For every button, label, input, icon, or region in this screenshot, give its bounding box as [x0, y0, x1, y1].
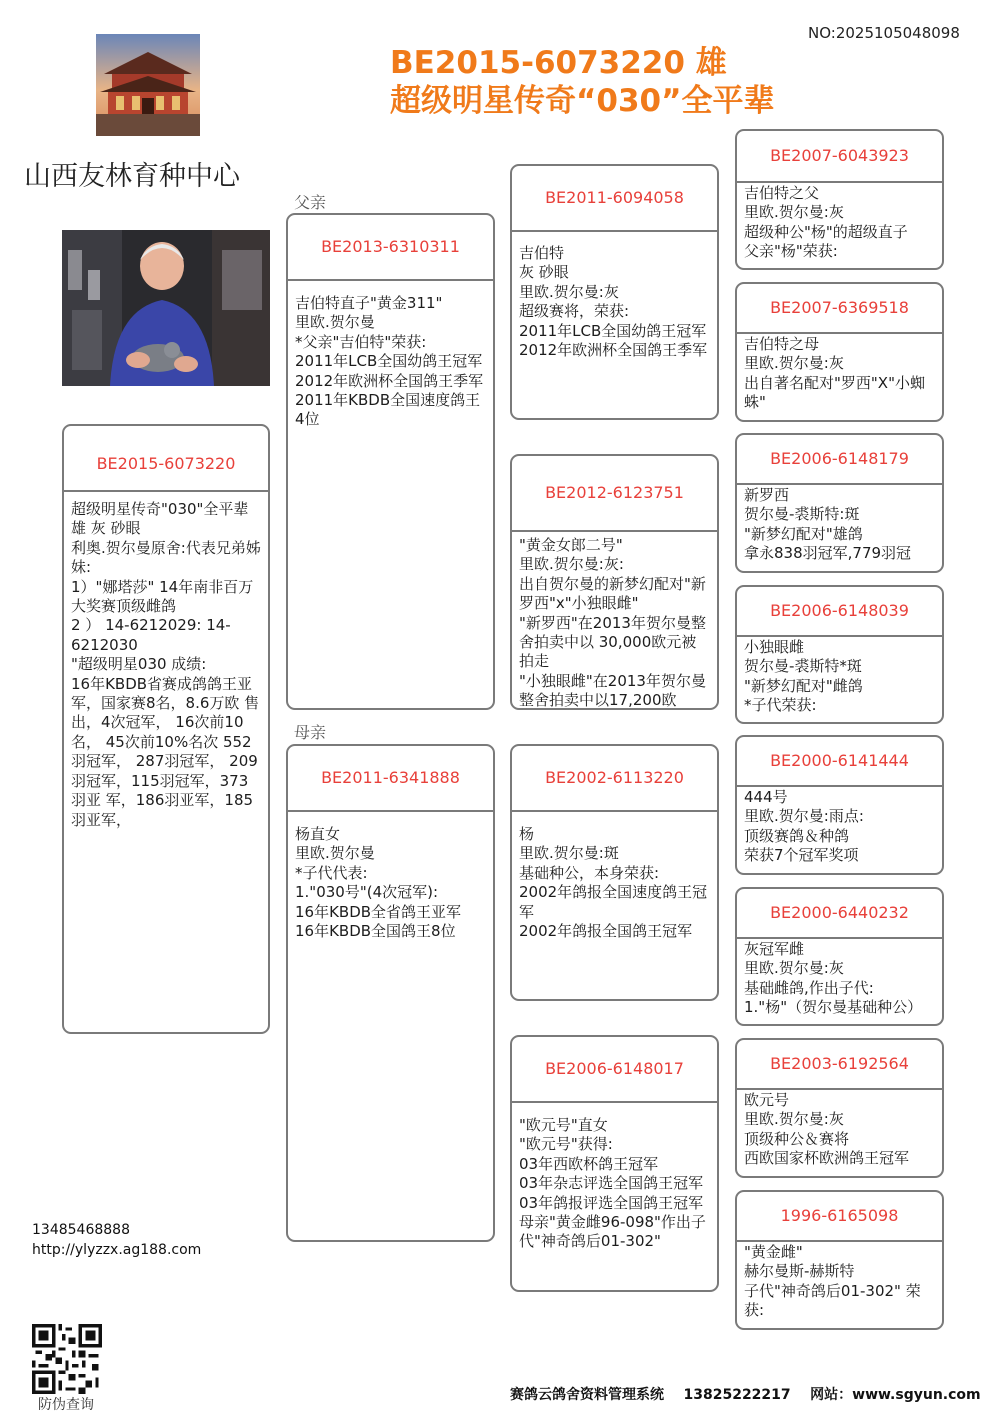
great-grandparent-ring-header: [737, 284, 942, 334]
grandparent-ring-header: [512, 456, 717, 532]
grandparent-box: [510, 454, 719, 710]
great-grandparent-details: 新罗西 贺尔曼-裘斯特:斑 "新梦幻配对"雄鸽 拿永838羽冠军,779羽冠: [744, 486, 912, 563]
subject-pigeon-box: [62, 424, 270, 1034]
great-grandparent-ring-number: BE2003-6192564: [770, 1054, 909, 1073]
grandparent-details: "黄金女郎二号" 里欧.贺尔曼:灰: 出自贺尔曼的新梦幻配对"新罗西"x"小独眼雌" "新罗西"在2013年贺尔曼整舍拍卖中以 30,000欧元被拍走 "小独眼雌"在2013年贺尔曼整舍拍卖中以17,200欧: [519, 536, 706, 710]
dam-details: 杨直女 里欧.贺尔曼 *子代代表: 1."030号"(4次冠军): 16年KBDB全省鸽王亚军 16年KBDB全国鸽王8位: [295, 825, 462, 941]
great-grandparent-box: [735, 129, 944, 270]
great-grandparent-ring-number: BE2000-6141444: [770, 751, 909, 770]
breeding-center-name: 山西友林育种中心: [24, 161, 240, 192]
sire-ring-number: BE2013-6310311: [321, 237, 460, 256]
great-grandparent-ring-header: [737, 1040, 942, 1090]
mother-label: 母亲: [294, 723, 327, 742]
grandparent-ring-number: BE2006-6148017: [545, 1059, 684, 1078]
grandparent-box: [510, 1035, 719, 1292]
great-grandparent-ring-number: BE2007-6369518: [770, 298, 909, 317]
great-grandparent-ring-number: 1996-6165098: [780, 1206, 899, 1225]
grandparent-ring-header: [512, 1037, 717, 1103]
great-grandparent-box: [735, 282, 944, 422]
great-grandparent-ring-header: [737, 889, 942, 939]
great-grandparent-box: [735, 1038, 944, 1178]
dam-ring-number: BE2011-6341888: [321, 768, 460, 787]
contact-website[interactable]: http://ylyzzx.ag188.com: [32, 1242, 202, 1258]
great-grandparent-details: 444号 里欧.贺尔曼:雨点: 顶级赛鸽＆种鸽 荣获7个冠军奖项: [744, 788, 864, 865]
subject-details: 超级明星传奇"030"全平辈 雄 灰 砂眼 利奥.贺尔曼原舍:代表兄弟姊妹: 1）"娜塔莎" 14年南非百万大奖赛顶级雌鸽 2 ） 14-6212029: 14-6212030 "超级明星030 成绩: 16年KBDB省赛成鸽鸽王亚军，国家赛8名，8.6万欧 售出，4次冠军， 16次前10名， 45次前10%名次 552羽冠军， 287羽冠军， 209 羽冠军，115羽冠军，373羽亚 军，186羽亚军，185羽亚军，: [71, 500, 261, 829]
great-grandparent-details: "黄金雌" 赫尔曼斯-赫斯特 子代"神奇鸽后01-302" 荣获:: [744, 1243, 921, 1320]
breeder-photo: [62, 230, 270, 386]
title-line-2: 超级明星传奇“030”全平辈: [390, 83, 775, 119]
great-grandparent-details: 小独眼雌 贺尔曼-裘斯特*斑 "新梦幻配对"雌鸽 *子代荣获:: [744, 638, 863, 715]
great-grandparent-box: [735, 735, 944, 875]
pedigree-title: [390, 44, 774, 120]
contact-phone: 13485468888: [32, 1222, 130, 1238]
great-grandparent-ring-number: BE2006-6148039: [770, 601, 909, 620]
grandparent-ring-number: BE2012-6123751: [545, 483, 684, 502]
great-grandparent-ring-header: [737, 131, 942, 183]
subject-ring-header: [64, 426, 268, 492]
grandparent-ring-header: [512, 166, 717, 232]
great-grandparent-details: 吉伯特之父 里欧.贺尔曼:灰 超级种公"杨"的超级直子 父亲"杨"荣获:: [744, 184, 908, 261]
grandparent-ring-header: [512, 746, 717, 812]
grandparent-ring-number: BE2002-6113220: [545, 768, 684, 787]
dam-box: [286, 744, 495, 1242]
grandparent-details: "欧元号"直女 "欧元号"获得: 03年西欧杯鸽王冠军 03年杂志评选全国鸽王冠军 03年鸽报评选全国鸽王冠军 母亲"黄金雌96-098"作出子代"神奇鸽后01-302": [519, 1116, 706, 1251]
grandparent-details: 杨 里欧.贺尔曼:斑 基础种公，本身荣获: 2002年鸽报全国速度鸽王冠军 2002年鸽报全国鸽王冠军: [519, 825, 708, 941]
great-grandparent-ring-header: [737, 435, 942, 485]
great-grandparent-box: [735, 433, 944, 573]
great-grandparent-details: 灰冠军雌 里欧.贺尔曼:灰 基础雌鸽,作出子代: 1."杨"（贺尔曼基础种公）: [744, 940, 923, 1017]
subject-ring-number: BE2015-6073220: [96, 454, 236, 473]
grandparent-details: 吉伯特 灰 砂眼 里欧.贺尔曼:灰 超级赛将，荣获: 2011年LCB全国幼鸽王冠军 2012年欧洲杯全国鸽王季军: [519, 244, 708, 360]
document-number: NO:2025105048098: [808, 24, 960, 42]
great-grandparent-box: [735, 1190, 944, 1330]
dam-ring-header: [288, 746, 493, 812]
great-grandparent-box: [735, 887, 944, 1026]
great-grandparent-ring-number: BE2007-6043923: [770, 146, 909, 165]
great-grandparent-ring-header: [737, 587, 942, 637]
qr-code-icon[interactable]: [32, 1324, 102, 1394]
great-grandparent-ring-header: [737, 737, 942, 787]
great-grandparent-ring-number: BE2006-6148179: [770, 449, 909, 468]
grandparent-box: [510, 744, 719, 1001]
great-grandparent-details: 吉伯特之母 里欧.贺尔曼:灰 出自著名配对"罗西"X"小蜘蛛": [744, 335, 925, 412]
title-line-1: BE2015-6073220 雄: [390, 45, 727, 81]
great-grandparent-box: [735, 585, 944, 724]
footer-system-info: 赛鸽云鸽舍资料管理系统 13825222217 网站：www.sgyun.com: [510, 1387, 981, 1403]
sire-ring-header: [288, 215, 493, 281]
qr-code-label: 防伪查询: [38, 1397, 94, 1413]
father-label: 父亲: [294, 193, 327, 212]
great-grandparent-details: 欧元号 里欧.贺尔曼:灰 顶级种公＆赛将 西欧国家杯欧洲鸽王冠军: [744, 1091, 910, 1168]
grandparent-ring-number: BE2011-6094058: [545, 188, 684, 207]
great-grandparent-ring-header: [737, 1192, 942, 1242]
sire-box: [286, 213, 495, 710]
sire-details: 吉伯特直子"黄金311" 里欧.贺尔曼 *父亲"吉伯特"荣获: 2011年LCB全国幼鸽王冠军 2012年欧洲杯全国鸽王季军 2011年KBDB全国速度鸽王4位: [295, 294, 484, 429]
grandparent-box: [510, 164, 719, 420]
great-grandparent-ring-number: BE2000-6440232: [770, 903, 909, 922]
loft-logo-image: [96, 34, 200, 136]
